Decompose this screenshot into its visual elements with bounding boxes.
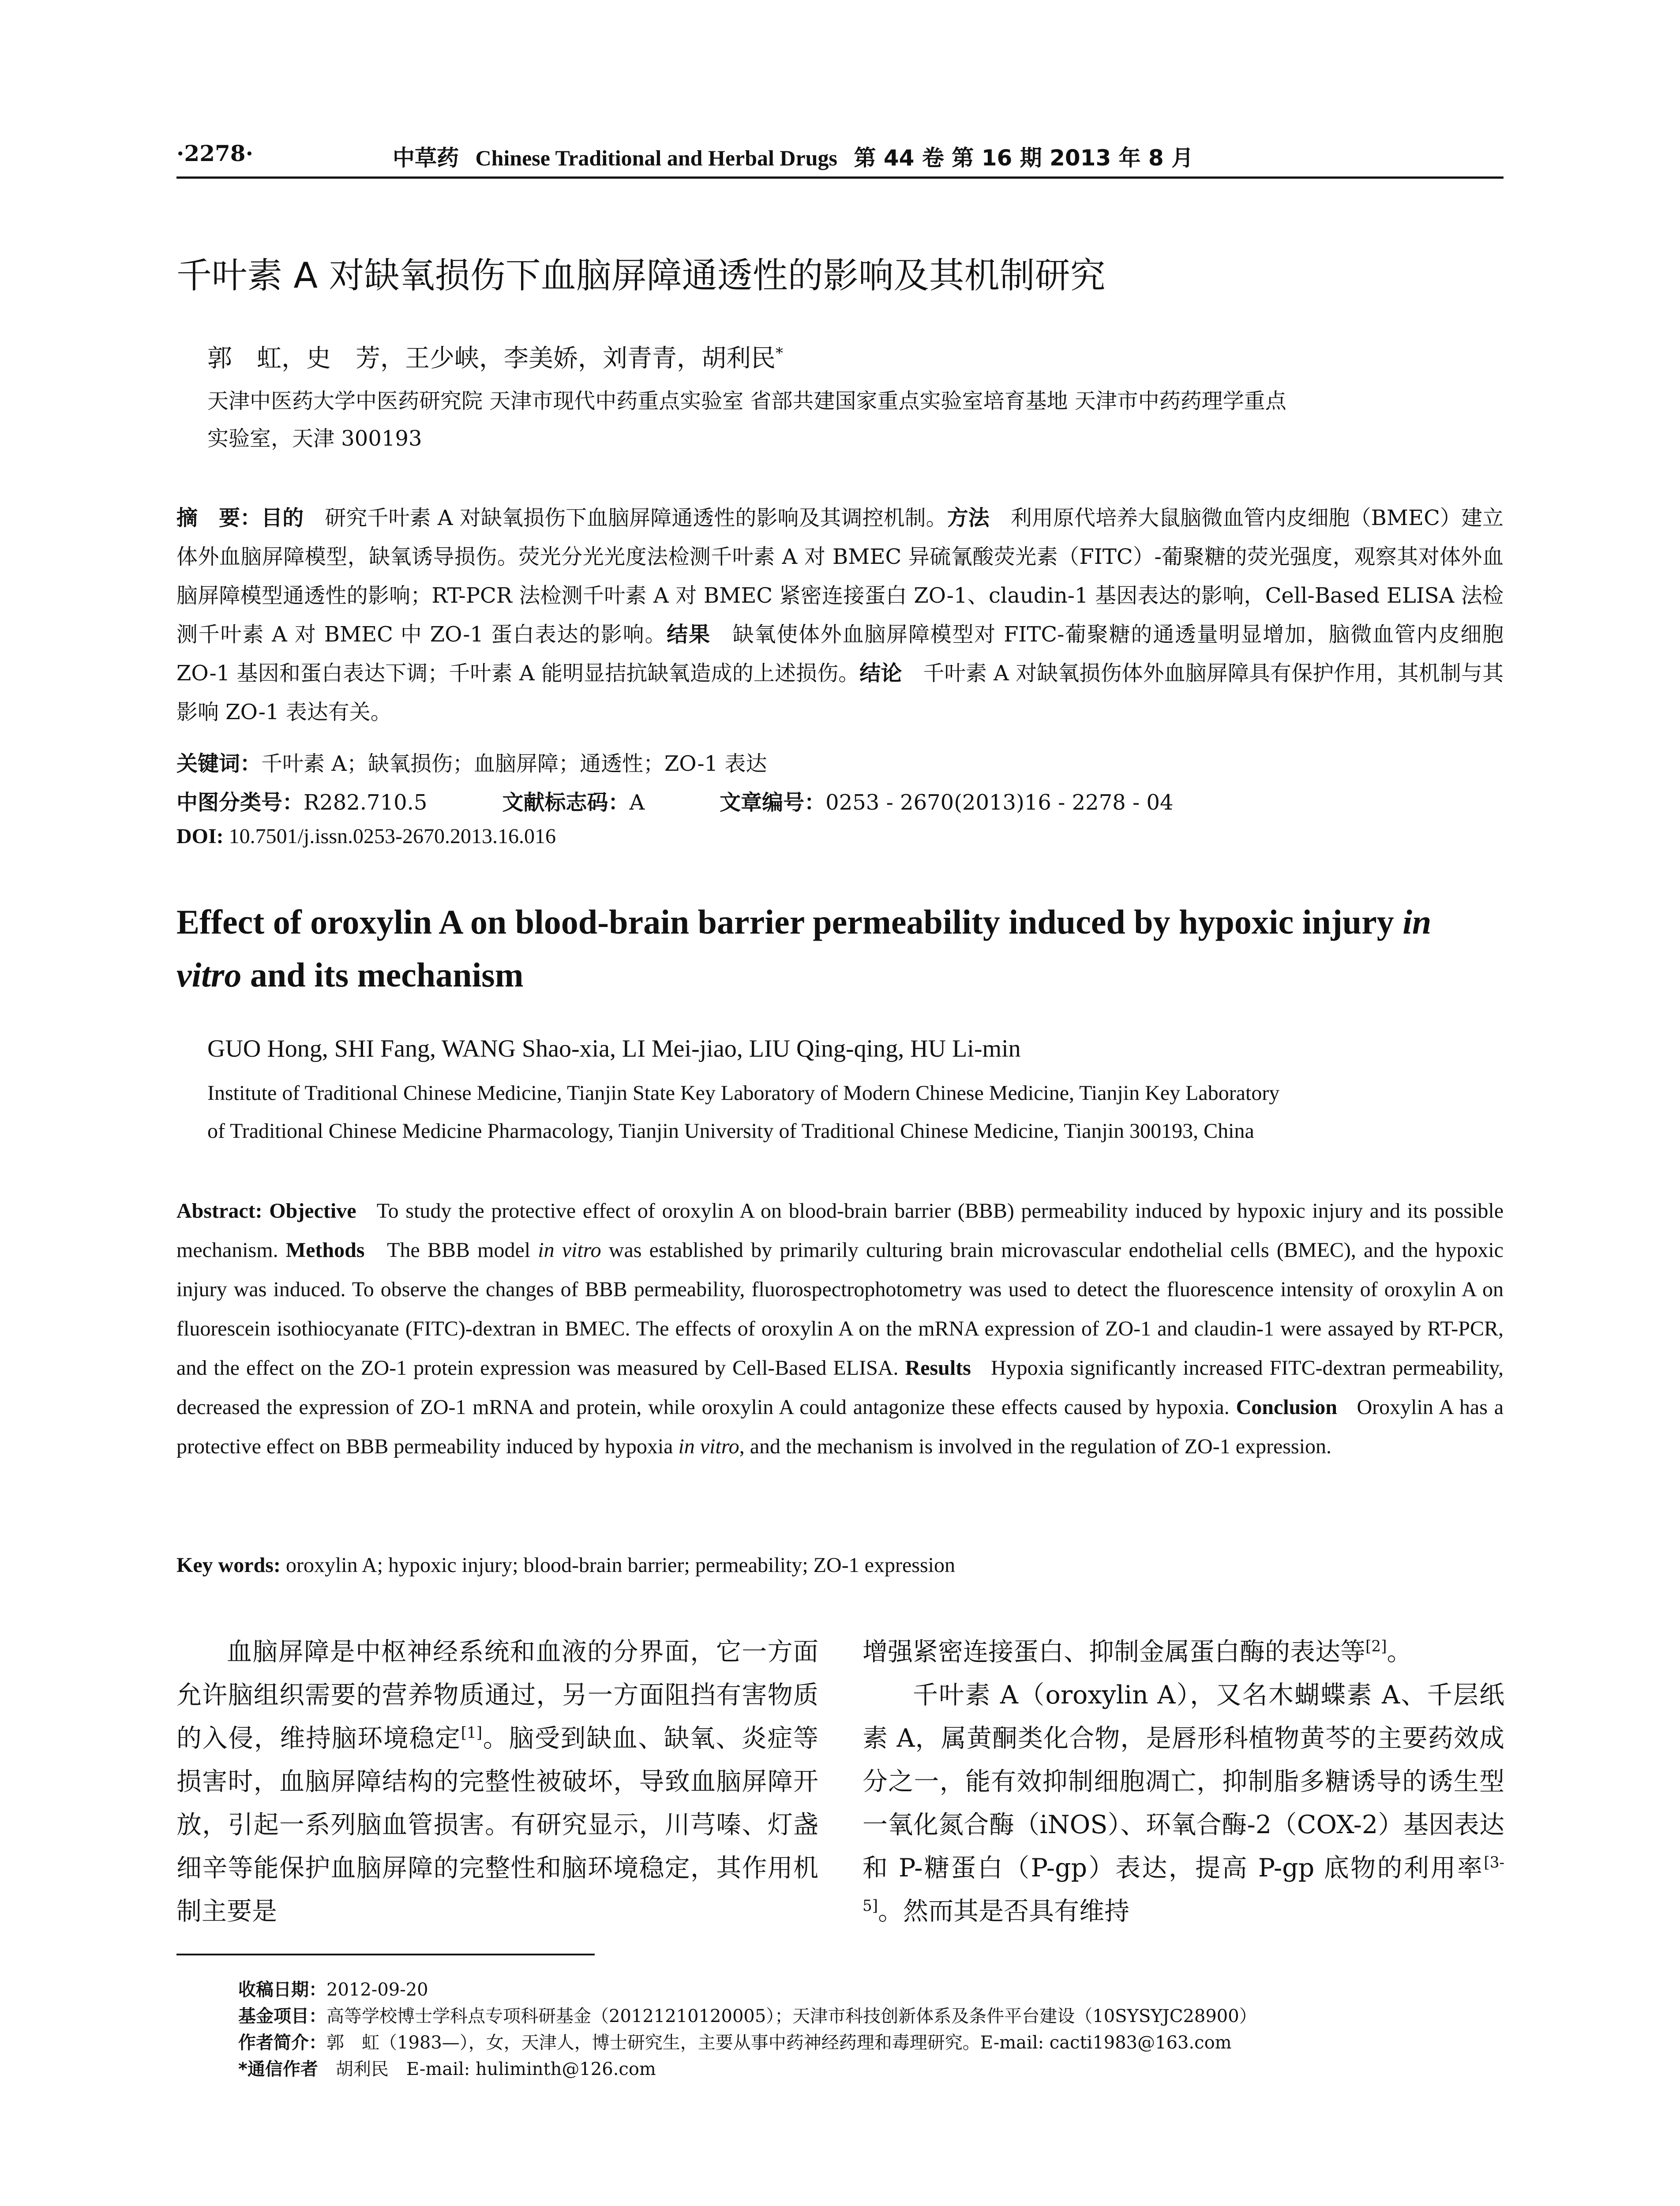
footnote-fund — [238, 2002, 1257, 2027]
authors-en: GUO Hong, SHI Fang, WANG Shao-xia, LI Mei-jiao, LIU Qing-qing, HU Li-min — [207, 1035, 1021, 1062]
abstract-cn-label: 摘 要： — [176, 506, 262, 530]
affiliation-cn-line-1: 天津中医药大学中医药研究院 天津市现代中药重点实验室 省部共建国家重点实验室培育基地 天津市中药药理学重点 — [207, 389, 1286, 413]
methods-en-label: Methods — [285, 1238, 365, 1262]
keywords-en — [176, 1553, 955, 1577]
journal-name-en: Chinese Traditional and Herbal Drugs — [475, 146, 837, 170]
page-number: ·2278· — [176, 140, 253, 166]
conclusion-en-label: Conclusion — [1236, 1396, 1337, 1419]
objective-cn-label: 目的 — [261, 506, 304, 530]
body-text: 。脑受到缺血、缺氧、炎症等损害时，血脑屏障结构的完整性被破坏，导致血脑屏障开放，引起一系列脑血管损害。有研究显示，川芎嗪、灯盏细辛等能保护血脑屏障的完整性和脑环境稳定，其作用机制主要是 — [176, 1724, 819, 1926]
title-cn: 千叶素 A 对缺氧损伤下血脑屏障通透性的影响及其机制研究 — [176, 255, 1106, 296]
doi-value: 10.7501/j.issn.0253-2670.2013.16.016 — [229, 825, 556, 848]
header-rule — [176, 176, 1504, 179]
citation: [2] — [1365, 1638, 1387, 1655]
abstract-en-label: Abstract: — [176, 1199, 262, 1223]
clc-value: R282.710.5 — [304, 790, 428, 815]
affiliation-en-line-2: of Traditional Chinese Medicine Pharmacology, Tianjin University of Traditional Chinese Medicine, Tianjin 300193, China — [207, 1119, 1254, 1143]
body-column-left — [176, 1630, 818, 1933]
abstract-cn — [176, 499, 1504, 732]
body-paragraph-2 — [862, 1673, 1504, 1933]
abstract-en — [176, 1191, 1504, 1466]
corresponding-label: *通信作者 — [238, 2059, 318, 2079]
body-paragraph-1-cont — [862, 1630, 1504, 1673]
body-text: 。 — [1387, 1637, 1412, 1666]
journal-name — [393, 140, 1193, 172]
results-en-label: Results — [905, 1356, 971, 1380]
body-paragraph-1 — [176, 1630, 818, 1933]
fund-label: 基金项目： — [238, 2006, 326, 2026]
methods-en-a: The BBB model — [387, 1238, 538, 1262]
article-id-value: 0253 - 2670(2013)16 - 2278 - 04 — [825, 790, 1174, 815]
title-en-part-2: and its mechanism — [241, 956, 524, 994]
authors-cn-names: 郭 虹，史 芳，王少峡，李美娇，刘青青，胡利民 — [207, 344, 776, 373]
results-en: Hypoxia significantly increased FITC-dextran permeability, decreased the expression of ZO-1 mRNA and protein, while oroxylin A could antagonize these effects caused by hypoxia. — [176, 1356, 1504, 1419]
title-en-part-1: Effect of oroxylin A on blood-brain barrier permeability induced by hypoxic injury — [176, 903, 1403, 941]
doi-label: DOI: — [176, 825, 224, 848]
keywords-cn — [176, 747, 767, 777]
bio-text: 郭 虹（1983—），女，天津人，博士研究生，主要从事中药神经药理和毒理研究。E-mail: cacti1983@163.com — [326, 2033, 1232, 2053]
authors-cn — [207, 339, 783, 374]
methods-en-b: was established by primarily culturing brain microvascular endothelial cells (BMEC), and the hypoxic injury was induced. To observe the changes of BBB permeability, fluorospectrophotometry was used to detect the fluorescence intensity of oroxylin A on fluorescein isothiocyanate (FITC)-dextran in BMEC. The effects of oroxylin A on the mRNA expression of ZO-1 and claudin-1 were assayed by RT-PCR, and the effect on the ZO-1 protein expression was measured by Cell-Based ELISA. — [176, 1238, 1504, 1380]
article-id-label: 文章编号： — [720, 790, 826, 815]
keywords-en-label: Key words: — [176, 1553, 281, 1577]
affiliation-en-line-1: Institute of Traditional Chinese Medicine, Tianjin State Key Laboratory of Modern Chinese Medicine, Tianjin Key Laboratory — [207, 1081, 1280, 1105]
conclusion-en-italic: in vitro — [678, 1435, 739, 1458]
body-text: 血脑屏障是中枢神经系统和血液的分界面，它一方面允许脑组织需要的营养物质通过，另一方面阻挡有害物质的入侵，维持脑环境稳定 — [176, 1637, 818, 1753]
body-text: 增强紧密连接蛋白、抑制金属蛋白酶的表达等 — [862, 1637, 1365, 1666]
footnote-rule — [176, 1954, 595, 1955]
methods-en-italic: in vitro — [538, 1238, 601, 1262]
received-label: 收稿日期： — [238, 1980, 326, 2000]
objective-en: To study the protective effect of oroxylin A on blood-brain barrier (BBB) permeability induced by hypoxic injury and its possible mechanism. — [176, 1199, 1504, 1262]
fund-text: 高等学校博士学科点专项科研基金（20121210120005）；天津市科技创新体系及条件平台建设（10SYSYJC28900） — [326, 2006, 1257, 2026]
clc-label: 中图分类号： — [176, 790, 304, 815]
footnote-received — [238, 1976, 428, 2001]
keywords-cn-value: 千叶素 A；缺氧损伤；血脑屏障；通透性；ZO-1 表达 — [261, 751, 767, 776]
title-en — [176, 896, 1504, 1002]
classification-line — [176, 785, 1174, 816]
doc-code-label: 文献标志码： — [502, 790, 630, 815]
keywords-en-value: oroxylin A; hypoxic injury; blood-brain barrier; permeability; ZO-1 expression — [285, 1553, 955, 1577]
results-cn: 缺氧使体外血脑屏障模型对 FITC-葡聚糖的通透量明显增加，脑微血管内皮细胞 ZO-1 基因和蛋白表达下调；千叶素 A 能明显拮抗缺氧造成的上述损伤。 — [176, 622, 1504, 686]
journal-name-cn: 中草药 — [393, 145, 459, 171]
title-en-italic: in vitro — [176, 903, 1432, 994]
doi-line — [176, 824, 556, 848]
body-column-right — [862, 1630, 1504, 1933]
affiliation-cn-line-2: 实验室，天津 300193 — [207, 426, 422, 451]
results-cn-label: 结果 — [667, 622, 711, 647]
corresponding-mark: * — [776, 344, 783, 362]
conclusion-cn: 千叶素 A 对缺氧损伤体外血脑屏障具有保护作用，其机制与其影响 ZO-1 表达有关。 — [176, 661, 1504, 724]
citation: [1] — [461, 1724, 483, 1742]
conclusion-en-b: , and the mechanism is involved in the regulation of ZO-1 expression. — [739, 1435, 1332, 1458]
objective-en-label: Objective — [269, 1199, 356, 1223]
methods-cn: 利用原代培养大鼠脑微血管内皮细胞（BMEC）建立体外血脑屏障模型，缺氧诱导损伤。荧光分光光度法检测千叶素 A 对 BMEC 异硫氰酸荧光素（FITC）-葡聚糖的荧光强度，观察其对体外血脑屏障模型通透性的影响；RT-PCR 法检测千叶素 A 对 BMEC 紧密连接蛋白 ZO-1、claudin-1 基因表达的影响，Cell-Based ELISA 法检测千叶素 A 对 BMEC 中 ZO-1 蛋白表达的影响。 — [176, 506, 1504, 647]
objective-cn: 研究千叶素 A 对缺氧损伤下血脑屏障通透性的影响及其调控机制。 — [325, 506, 947, 530]
doc-code-value: A — [629, 790, 645, 815]
citation: [3-5] — [862, 1854, 1504, 1915]
running-header — [176, 140, 1504, 176]
footnote-corresponding — [238, 2055, 656, 2080]
bio-label: 作者简介： — [238, 2033, 326, 2053]
methods-cn-label: 方法 — [947, 506, 990, 530]
conclusion-cn-label: 结论 — [859, 661, 902, 686]
conclusion-en-a: Oroxylin A has a protective effect on BBB permeability induced by hypoxia — [176, 1396, 1504, 1458]
body-text: 。然而其是否具有维持 — [878, 1897, 1130, 1926]
journal-issue: 第 44 卷 第 16 期 2013 年 8 月 — [854, 145, 1194, 171]
corresponding-text: 胡利民 E-mail: huliminth@126.com — [335, 2059, 656, 2079]
body-text: 千叶素 A（oroxylin A），又名木蝴蝶素 A、千层纸素 A，属黄酮类化合物，是唇形科植物黄芩的主要药效成分之一，能有效抑制细胞凋亡，抑制脂多糖诱导的诱生型一氧化氮合酶（iNOS）、环氧合酶-2（COX-2）基因表达和 P-糖蛋白（P-gp）表达，提高 P-gp 底物的利用率 — [862, 1681, 1504, 1883]
footnote-author-bio — [238, 2029, 1232, 2054]
keywords-cn-label: 关键词： — [176, 751, 262, 776]
received-date: 2012-09-20 — [326, 1980, 428, 2000]
